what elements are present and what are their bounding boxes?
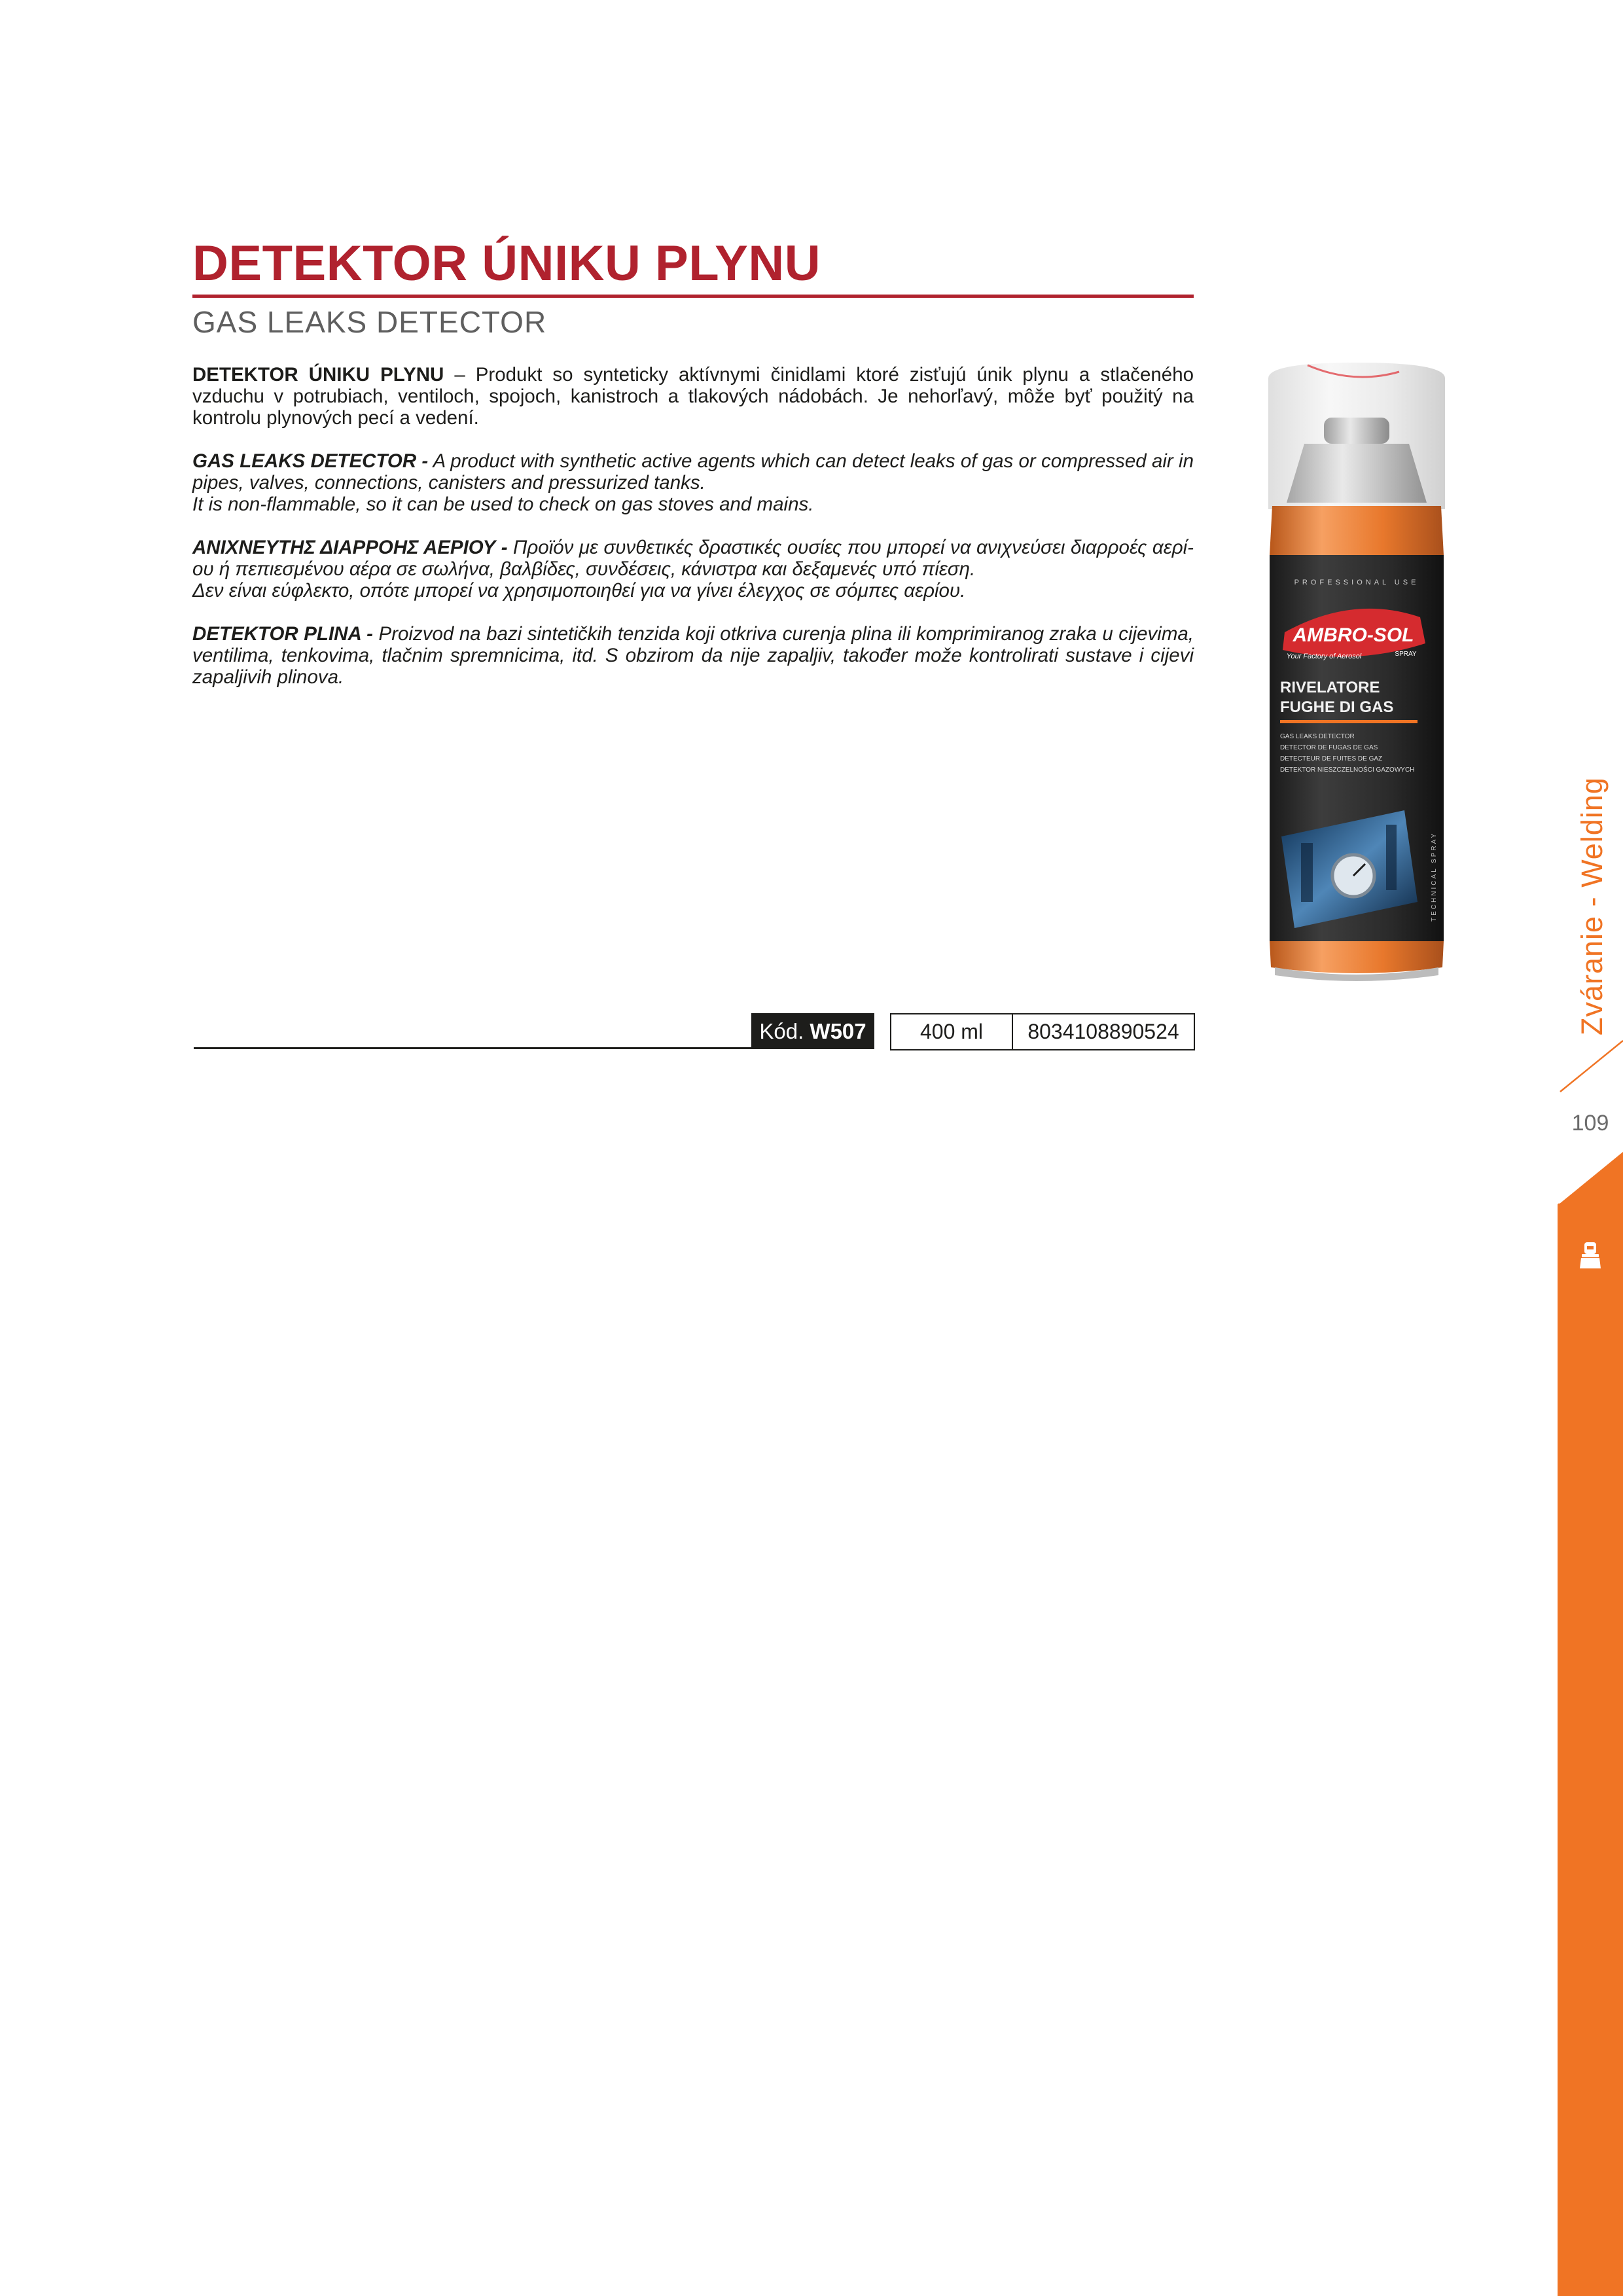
title-underline	[192, 295, 1194, 298]
can-top-text: PROFESSIONAL USE	[1294, 579, 1419, 586]
description-en-text: A product with synthetic active agents which can detect leaks of gas or compressed air in pipes, valves, connections, canisters and pressurized tanks.	[192, 450, 1194, 493]
product-code-value: W507	[810, 1019, 866, 1043]
product-code-badge	[751, 1013, 874, 1049]
product-ean: 8034108890524	[1012, 1013, 1195, 1050]
description-el-text: Προϊόν με συνθετικές δραστικές ουσίες που μπορεί να ανιχνεύσει διαρροές αερί-ου ή πεπιεσμένου αέρα σε σωλήνα, βαλβίδες, συνδέσεις, κάνιστρα και δεξαμενές υπό πίεση.	[192, 537, 1194, 580]
can-translation-4: DETEKTOR NIESZCZELNOŚCI GAZOWYCH	[1280, 766, 1415, 774]
description-sk-text: – Produkt so synteticky aktívnymi činidlami ktoré zisťujú únik plynu a stlačeného vzduchu v potrubiach, ventiloch, spojoch, kanistroch a tlakových nádobách. Je nehorľavý, môže byť použitý na kontrolu plynových pecí a vedení.	[192, 364, 1194, 429]
description-hr-text: Proizvod na bazi sintetičkih tenzida koji otkriva curenja plina ili komprimiranog zraka u cijevima, ventilima, tenkovima, tlačnim spremnicima, itd. S obzirom da nije zapaljiv, također može kontrolirati sustave i cijevi zapaljivih plinova.	[192, 623, 1194, 688]
can-name-line2: FUGHE DI GAS	[1280, 698, 1394, 716]
svg-text:SPRAY: SPRAY	[1395, 651, 1417, 658]
side-tab	[1558, 1034, 1623, 2296]
description-el	[192, 537, 1194, 601]
can-side-text: TECHNICAL SPRAY	[1431, 831, 1438, 922]
page-number: 109	[1571, 1111, 1609, 1136]
description-hr	[192, 623, 1194, 688]
can-translation-2: DETECTOR DE FUGAS DE GAS	[1280, 744, 1378, 751]
description-sk	[192, 364, 1194, 429]
page-subtitle: GAS LEAKS DETECTOR	[192, 305, 547, 339]
description-en-lead: GAS LEAKS DETECTOR -	[192, 450, 429, 472]
can-translation-3: DETECTEUR DE FUITES DE GAZ	[1280, 755, 1383, 762]
description-el-lead: ΑΝΙΧΝΕΥΤΗΣ ΔΙΑΡΡΟΗΣ ΑΕΡΙΟΥ -	[192, 537, 508, 558]
section-label: Zváranie - Welding	[1575, 777, 1609, 1035]
product-volume: 400 ml	[890, 1013, 1013, 1050]
page-title: DETEKTOR ÚNIKU PLYNU	[192, 236, 821, 291]
product-image	[1255, 359, 1458, 982]
svg-text:AMBRO-SOL: AMBRO-SOL	[1293, 624, 1414, 646]
can-orange-stripe	[1280, 720, 1418, 723]
description-en-line2: It is non-flammable, so it can be used to check on gas stoves and mains.	[192, 493, 814, 515]
description-el-line2: Δεν είναι εύφλεκτο, οπότε μπορεί να χρησιμοποιηθεί για να γίνει έλεγχος σε σόμπες αερίου.	[192, 580, 966, 601]
description-en	[192, 450, 1194, 515]
description-sk-lead: DETEKTOR ÚNIKU PLYNU	[192, 364, 444, 386]
product-code-label: Kód.	[759, 1019, 804, 1043]
product-description	[192, 364, 1194, 709]
svg-text:Your Factory of Aerosol: Your Factory of Aerosol	[1286, 653, 1362, 660]
can-translation-1: GAS LEAKS DETECTOR	[1280, 733, 1355, 740]
side-tab-band	[1558, 1151, 1623, 2296]
can-name-line1: RIVELATORE	[1280, 679, 1380, 696]
description-hr-lead: DETEKTOR PLINA -	[192, 623, 373, 645]
